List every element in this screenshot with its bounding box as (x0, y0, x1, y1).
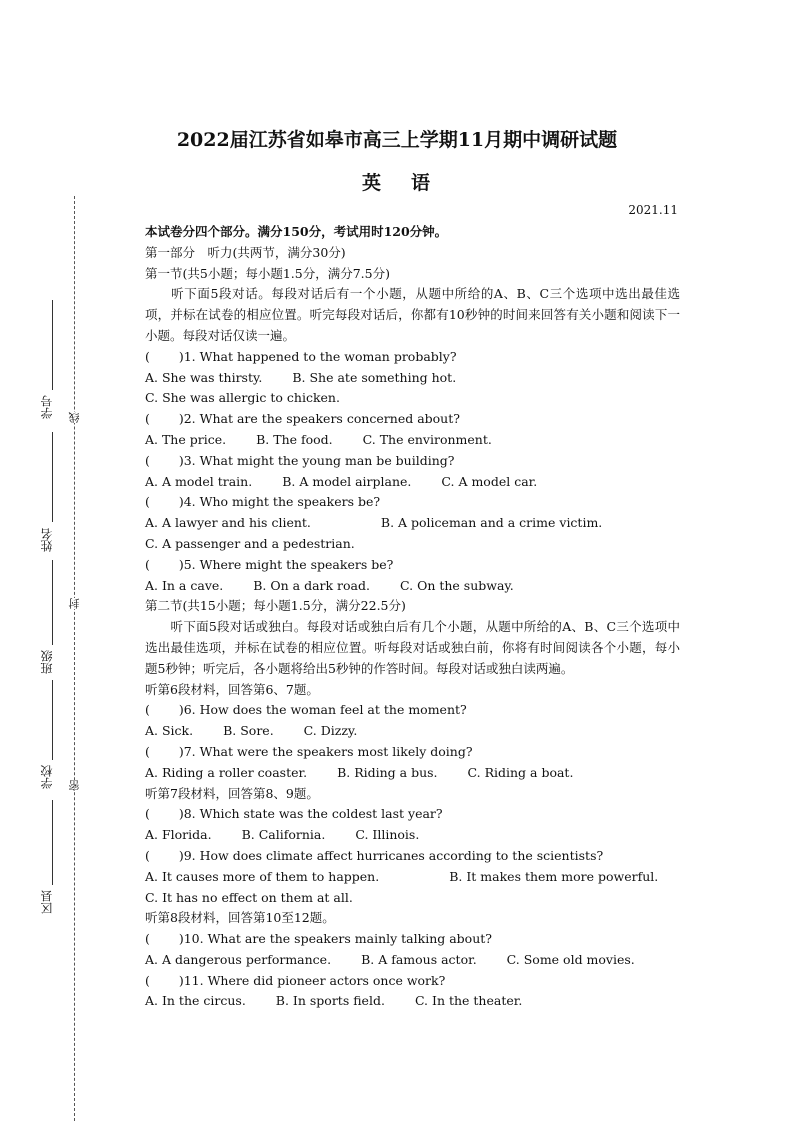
text-line: 第一节(共5小题；每小题1.5分，满分7.5分) (145, 265, 390, 281)
question-line: ( )6. How does the woman feel at the moment? (145, 702, 467, 718)
answer-option: B. In sports field. (275, 993, 385, 1009)
side-field-label: 学校 (40, 765, 54, 789)
answer-options (145, 950, 680, 971)
question-line: ( )2. What are the speakers concerned about? (145, 411, 460, 427)
answer-option: B. A model airplane. (282, 473, 412, 489)
side-field-label: 班级 (40, 650, 54, 674)
side-field-school (38, 765, 55, 789)
answer-option: A. A lawyer and his client. (145, 515, 311, 531)
side-field-label: 姓名 (40, 528, 54, 552)
answer-option: B. Riding a bus. (337, 764, 438, 780)
seal-mark-seal: 封 (68, 598, 81, 609)
text-line: 听第8段材料，回答第10至12题。 (145, 910, 335, 926)
exam-body (145, 222, 680, 1012)
answer-option: A. It causes more of them to happen. (145, 868, 380, 884)
answer-options (145, 867, 680, 888)
text-line: 听第7段材料，回答第8、9题。 (145, 785, 319, 801)
text-line: 本试卷分四个部分。满分150分，考试用时120分钟。 (145, 224, 448, 239)
side-field-class (38, 650, 55, 674)
field-underline (52, 800, 54, 885)
side-field-district (38, 890, 55, 914)
answer-options (145, 576, 680, 597)
answer-option: C. A model car. (441, 473, 538, 489)
answer-option: A. She was thirsty. (145, 369, 263, 385)
answer-option: C. Dizzy. (303, 723, 358, 739)
question-line: ( )7. What were the speakers most likely doing? (145, 743, 473, 759)
question-line: ( )11. Where did pioneer actors once work? (145, 972, 446, 988)
field-underline (52, 560, 54, 645)
answer-option: B. California. (241, 827, 326, 843)
field-underline (52, 680, 54, 760)
text-line: 第二节(共15小题；每小题1.5分，满分22.5分) (145, 598, 406, 614)
question-line: ( )1. What happened to the woman probably? (145, 348, 457, 364)
answer-option: A. Riding a roller coaster. (145, 764, 308, 780)
answer-options (145, 721, 680, 742)
text-line: 听第6段材料，回答第6、7题。 (145, 681, 319, 697)
question-line: ( )4. Who might the speakers be? (145, 494, 381, 510)
field-underline (52, 300, 54, 390)
answer-option: B. A policeman and a crime victim. (380, 515, 603, 531)
instruction-paragraph: 听下面5段对话或独白。每段对话或独白后有几个小题，从题中所给的A、B、C三个选项中选出最佳选项，并标在试卷的相应位置。听每段对话或独白前，你将有时间阅读各个小题，每小题5秒钟；听完后，各小题将给出5秒钟的作答时间。每段对话或独白读两遍。 (145, 619, 680, 676)
answer-option: C. The environment. (362, 431, 492, 447)
subject-char: 英 (361, 172, 383, 194)
text-line: C. It has no effect on them at all. (145, 889, 353, 905)
text-line: C. She was allergic to chicken. (145, 390, 340, 406)
side-field-student-id (38, 395, 55, 419)
exam-date: 2021.11 (628, 203, 678, 217)
subject-char: 语 (411, 172, 433, 194)
exam-subject (0, 168, 794, 195)
answer-option: B. She ate something hot. (292, 369, 457, 385)
binding-dashed-line (74, 196, 75, 1121)
answer-option: C. Illinois. (355, 827, 420, 843)
exam-title: 2022届江苏省如皋市高三上学期11月期中调研试题 (176, 129, 618, 151)
question-line: ( )10. What are the speakers mainly talking about? (145, 931, 492, 947)
answer-option: B. A famous actor. (361, 951, 477, 967)
answer-option: C. Riding a boat. (467, 764, 574, 780)
answer-options (145, 763, 680, 784)
field-underline (52, 432, 54, 522)
question-line: ( )8. Which state was the coldest last year? (145, 806, 443, 822)
text-line: 第一部分 听力(共两节，满分30分) (145, 244, 346, 260)
answer-options (145, 368, 680, 389)
side-field-name (38, 528, 55, 552)
answer-option: A. A dangerous performance. (145, 951, 332, 967)
answer-option: C. In the theater. (414, 993, 523, 1009)
answer-options (145, 430, 680, 451)
answer-option: B. The food. (256, 431, 333, 447)
answer-options (145, 513, 680, 534)
answer-option: B. On a dark road. (253, 577, 370, 593)
answer-options (145, 991, 680, 1012)
answer-option: A. Sick. (145, 723, 194, 739)
question-line: ( )5. Where might the speakers be? (145, 556, 394, 572)
answer-option: C. Some old movies. (506, 951, 635, 967)
answer-options (145, 825, 680, 846)
answer-option: C. On the subway. (400, 577, 514, 593)
seal-mark-line: 线 (68, 412, 81, 423)
answer-option: A. In the circus. (145, 993, 246, 1009)
answer-option: A. A model train. (145, 473, 253, 489)
side-field-label: 区县 (40, 890, 54, 914)
instruction-paragraph: 听下面5段对话。每段对话后有一个小题，从题中所给的A、B、C三个选项中选出最佳选项，并标在试卷的相应位置。听完每段对话后，你都有10秒钟的时间来回答有关小题和阅读下一小题。每段对话仅读一遍。 (145, 286, 680, 343)
answer-option: A. Florida. (145, 827, 212, 843)
question-line: ( )3. What might the young man be building? (145, 452, 455, 468)
question-line: ( )9. How does climate affect hurricanes according to the scientists? (145, 847, 604, 863)
answer-option: B. Sore. (223, 723, 274, 739)
seal-mark-secret: 密 (68, 780, 81, 791)
side-field-label: 学号 (40, 395, 54, 419)
answer-option: A. In a cave. (145, 577, 224, 593)
answer-option: A. The price. (145, 431, 227, 447)
answer-option: B. It makes them more powerful. (449, 868, 659, 884)
answer-options (145, 472, 680, 493)
text-line: C. A passenger and a pedestrian. (145, 535, 355, 551)
